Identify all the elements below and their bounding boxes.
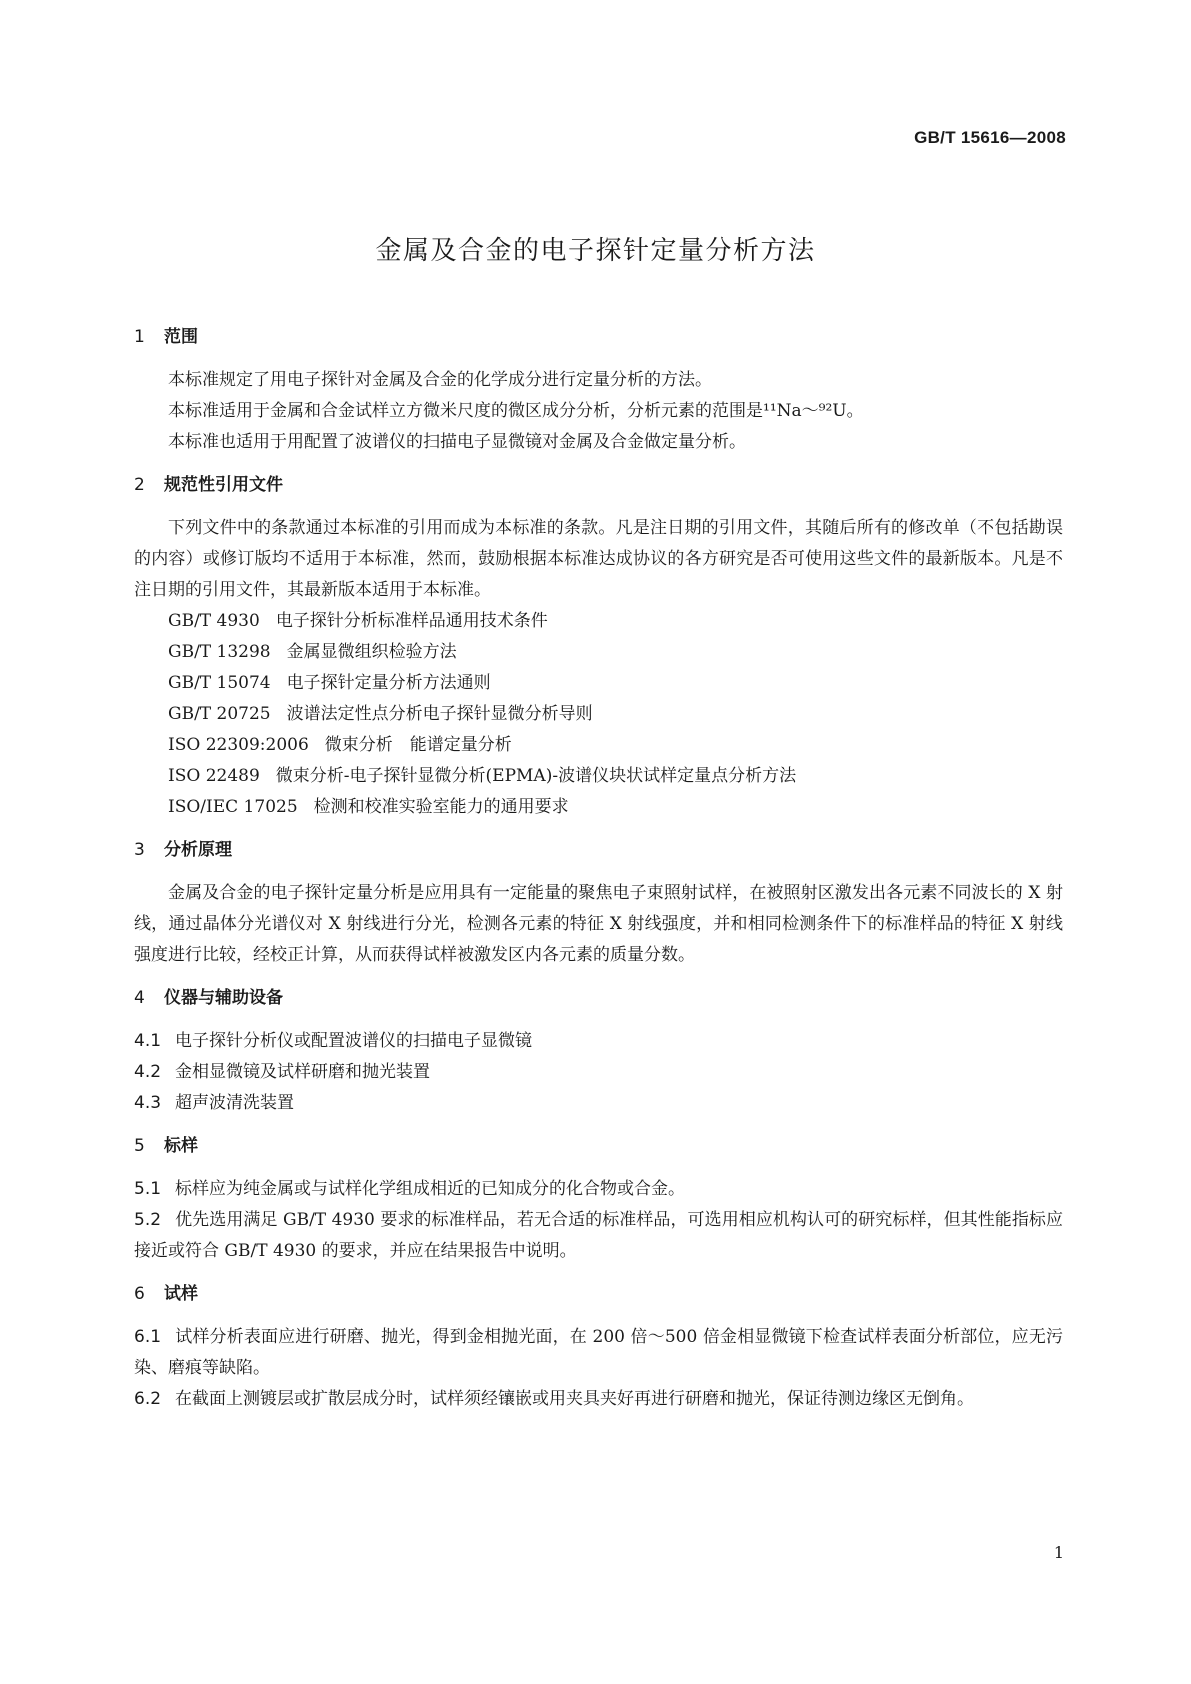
section-heading: 5 标样: [134, 1136, 198, 1156]
clause-item: 5.2 优先选用满足 GB/T 4930 要求的标准样品，若无合适的标准样品，可选用相应机构认可的研究标样，但其性能指标应接近或符合 GB/T 4930 的要求，并应在结果报告中说明。: [134, 1210, 1063, 1261]
standard-code: GB/T 15616—2008: [914, 128, 1066, 147]
page-number: 1: [1053, 1543, 1064, 1562]
section-specimen: [134, 1279, 1063, 1415]
section-heading: 2 规范性引用文件: [134, 475, 283, 495]
section-standards: [134, 1131, 1063, 1267]
section-instruments: [134, 983, 1063, 1119]
section-heading: 1 范围: [134, 327, 198, 347]
clause-item: 4.1 电子探针分析仪或配置波谱仪的扫描电子显微镜: [134, 1031, 533, 1051]
paragraph: 本标准也适用于用配置了波谱仪的扫描电子显微镜对金属及合金做定量分析。: [168, 432, 746, 452]
reference-item: ISO 22309:2006 微束分析 能谱定量分析: [168, 735, 512, 755]
section-heading: 3 分析原理: [134, 840, 232, 860]
paragraph: 本标准适用于金属和合金试样立方微米尺度的微区成分分析，分析元素的范围是¹¹Na～⁹²U。: [168, 401, 864, 421]
reference-item: ISO/IEC 17025 检测和校准实验室能力的通用要求: [168, 797, 569, 817]
reference-item: GB/T 13298 金属显微组织检验方法: [168, 642, 457, 662]
paragraph: 本标准规定了用电子探针对金属及合金的化学成分进行定量分析的方法。: [168, 370, 712, 390]
section-principle: [134, 835, 1063, 971]
reference-item: GB/T 20725 波谱法定性点分析电子探针显微分析导则: [168, 704, 593, 724]
section-scope: [134, 322, 1063, 458]
clause-item: 6.2 在截面上测镀层或扩散层成分时，试样须经镶嵌或用夹具夹好再进行研磨和抛光，保证待测边缘区无倒角。: [134, 1389, 975, 1409]
reference-item: GB/T 4930 电子探针分析标准样品通用技术条件: [168, 611, 548, 631]
document-body: [134, 322, 1063, 1415]
clause-item: 5.1 标样应为纯金属或与试样化学组成相近的已知成分的化合物或合金。: [134, 1179, 686, 1199]
paragraph: 下列文件中的条款通过本标准的引用而成为本标准的条款。凡是注日期的引用文件，其随后所有的修改单（不包括勘误的内容）或修订版均不适用于本标准，然而，鼓励根据本标准达成协议的各方研究是否可使用这些文件的最新版本。凡是不注日期的引用文件，其最新版本适用于本标准。: [134, 518, 1063, 600]
clause-item: 6.1 试样分析表面应进行研磨、抛光，得到金相抛光面，在 200 倍～500 倍金相显微镜下检查试样表面分析部位，应无污染、磨痕等缺陷。: [134, 1327, 1063, 1378]
clause-item: 4.3 超声波清洗装置: [134, 1093, 295, 1113]
reference-item: GB/T 15074 电子探针定量分析方法通则: [168, 673, 491, 693]
clause-item: 4.2 金相显微镜及试样研磨和抛光装置: [134, 1062, 431, 1082]
section-normative-references: [134, 470, 1063, 823]
document-title: 金属及合金的电子探针定量分析方法: [375, 236, 816, 266]
section-heading: 6 试样: [134, 1284, 198, 1304]
paragraph: 金属及合金的电子探针定量分析是应用具有一定能量的聚焦电子束照射试样，在被照射区激发出各元素不同波长的 X 射线，通过晶体分光谱仪对 X 射线进行分光，检测各元素的特征 X 射线强度，并和相同检测条件下的标准样品的特征 X 射线强度进行比较，经校正计算，从而获得试样被激发区内各元素的质量分数。: [134, 883, 1063, 965]
reference-item: ISO 22489 微束分析-电子探针显微分析(EPMA)-波谱仪块状试样定量点分析方法: [168, 766, 797, 786]
section-heading: 4 仪器与辅助设备: [134, 988, 283, 1008]
